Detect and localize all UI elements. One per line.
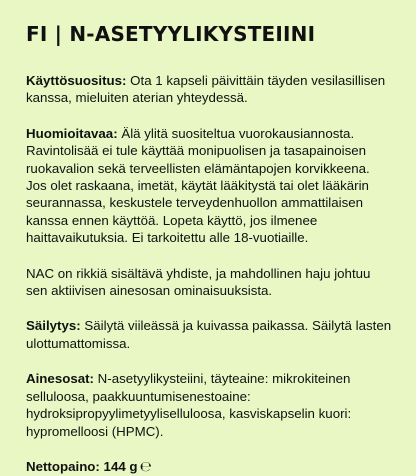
sulfur-note: NAC on rikkiä sisältävä yhdiste, ja mahdollinen haju johtuu sen aktiivisen ainesosan ominaisuuksista.	[26, 265, 371, 299]
ingredients-label: Ainesosat:	[26, 371, 94, 387]
net-weight	[26, 458, 392, 476]
warnings-text: Älä ylitä suositeltua vuorokausiannosta. Ravintolisää ei tule käyttää monipuolisen ja tasapainoisen ruokavalion sekä terveellisten elämäntapojen korvikkeena. Jos olet raskaana, imetät, käytät lääkitystä tai olet lääkärin seurannassa, keskustele terveydenhuollon ammattilaisen kanssa ennen käyttöä. Lopeta käyttö, jos ilmenee haittavaikutuksia. Ei tarkoitettu alle 18-vuotiaille.	[26, 125, 370, 246]
storage-section	[26, 317, 392, 352]
label-sections	[26, 72, 392, 476]
warnings-label: Huomioitavaa:	[26, 125, 118, 141]
storage-label: Säilytys:	[26, 318, 81, 334]
estimated-sign-icon: ℮	[139, 458, 152, 475]
page-title: FI | N-ASETYYLIKYSTEIINI	[26, 22, 316, 46]
ingredients-text: N-asetyylikysteiini, täyteaine: mikrokiteinen selluloosa, paakkuuntumisenestoaine: hydroksipropyylimetyyliselluloosa, kasviskapselin kuori: hypromelloosi (HPMC).	[26, 371, 352, 439]
storage-text: Säilytä viileässä ja kuivassa paikassa. Säilytä lasten ulottumattomissa.	[26, 318, 392, 351]
usage-text: Ota 1 kapseli päivittäin täyden vesilasillisen kanssa, mieluiten aterian yhteydessä.	[26, 73, 386, 106]
usage-label: Käyttösuositus:	[26, 73, 127, 88]
ingredients-section	[26, 370, 392, 440]
usage-section	[26, 72, 392, 107]
net-weight-label: Nettopaino: 144 g	[26, 458, 138, 474]
warnings-section	[26, 125, 392, 247]
